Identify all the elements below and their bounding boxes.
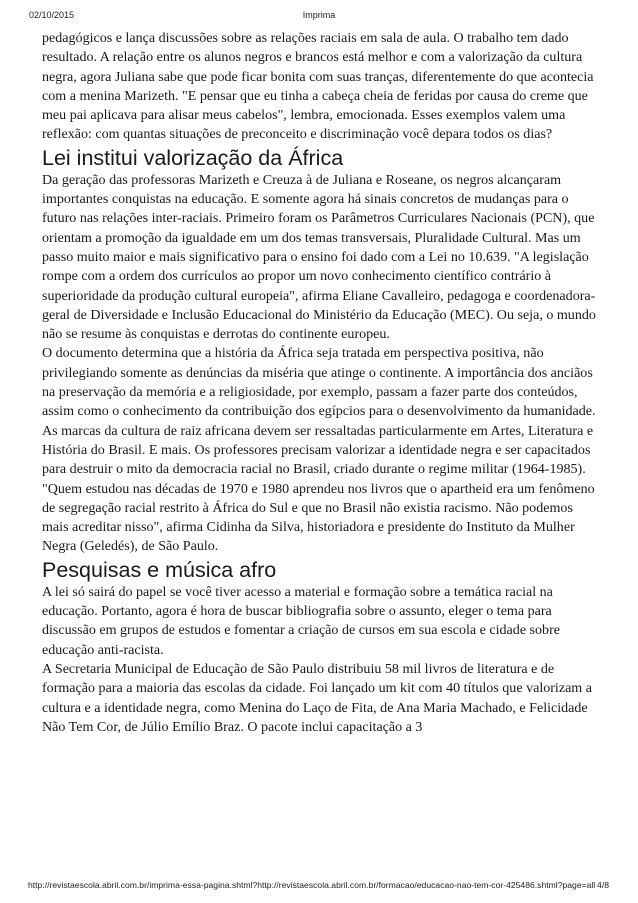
print-url: http://revistaescola.abril.com.br/imprima-essa-pagina.shtml?http://revistaescola.abril.com.br/formacao/educacao-nao-tem-cor-425486.shtml?page=all [28,880,596,890]
section1-paragraph-2: O documento determina que a história da África seja tratada em perspectiva positiva, não privilegiando somente as denúncias da miséria que atinge o continente. A importância dos anciãos na preservação da memória e a religiosidade, por exemplo, passam a fazer parte dos conteúdos, assim como o conhecimento da contribuição dos egípcios para o desenvolvimento da humanidade. As marcas da cultura de raiz africana devem ser ressaltadas particularmente em Artes, Literatura e História do Brasil. E mais. Os professores precisam valorizar a identidade negra e ser capacitados para destruir o mito da democracia racial no Brasil, criado durante o regime militar (1964-1985). "Quem estudou nas décadas de 1970 e 1980 aprendeu nos livros que o apartheid era um fenômeno de segregação racial restrito à África do Sul e que no Brasil não existia racismo. Não podemos mais acreditar nisso", afirma Cidinha da Silva, historiadora e presidente do Instituto da Mulher Negra (Geledés), de São Paulo. [42,345,596,555]
section2-paragraph-2: A Secretaria Municipal de Educação de São Paulo distribuiu 58 mil livros de literatura e de formação para a maioria das escolas da cidade. Foi lançado um kit com 40 títulos que valorizam a cultura e a identidade negra, como Menina do Laço de Fita, de Ana Maria Machado, e Felicidade Não Tem Cor, de Júlio Emílio Braz. O pacote inclui capacitação a 3 [42,660,592,735]
section2-paragraph-1: A lei só sairá do papel se você tiver acesso a material e formação sobre a temática racial na educação. Portanto, agora é hora de buscar bibliografia sobre o assunto, eleger o tema para discussão em grupos de estudos e fomentar a criação de cursos em sua escola e cidade sobre educação anti-racista. [42,583,560,658]
section1-paragraph-1: Da geração das professoras Marizeth e Creuza à de Juliana e Roseane, os negros alcançaram importantes conquistas na educação. E somente agora há sinais concretos de mudanças para o futuro nas relações inter-raciais. Primeiro foram os Parâmetros Curriculares Nacionais (PCN), que orientam a promoção da igualdade em um dos temas transversais, Pluralidade Cultural. Mas um passo muito maior e mais significativo para o ensino foi dado com a Lei no 10.639. "A legislação rompe com a ordem dos currículos ao propor um novo conhecimento científico contrário à superioridade da produção cultural europeia", afirma Eliane Cavalleiro, pedagoga e coordenadora-geral de Diversidade e Inclusão Educacional do Ministério da Educação (MEC). Ou seja, o mundo não se resume às conquistas e derrotas do continente europeu. [42,171,596,343]
page-number: 4/8 [597,880,609,890]
print-title: Imprima [302,10,336,20]
print-footer [28,880,609,892]
intro-paragraph: pedagógicos e lança discussões sobre as relações raciais em sala de aula. O trabalho tem dado resultado. A relação entre os alunos negros e brancos está melhor e com a valorização da cultura negra, agora Juliana sabe que pode ficar bonita com suas tranças, diferentemente do que acontecia com a menina Marizeth. "E pensar que eu tinha a cabeça cheia de feridas por causa do creme que meu pai aplicava para alisar meus cabelos", lembra, emocionada. Esses exemplos valem uma reflexão: com quantas situações de preconceito e discriminação você depara todos os dias? [42,30,594,143]
section-heading-lei: Lei institui valorização da África [42,145,344,170]
print-header [29,10,609,22]
article-content [42,29,602,737]
section-heading-pesquisas: Pesquisas e música afro [42,557,277,582]
print-date: 02/10/2015 [29,10,75,20]
